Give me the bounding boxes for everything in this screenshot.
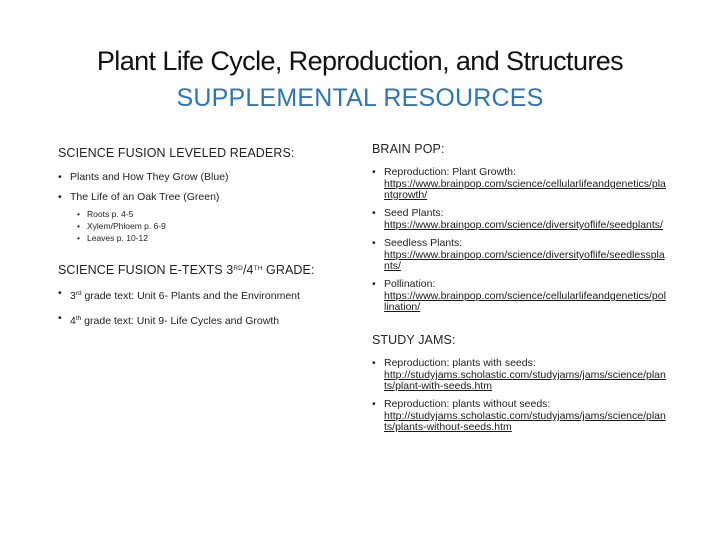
bullet-icon: • [77,209,80,219]
list-item [372,207,672,231]
list-item [58,191,348,244]
bullet-icon: • [58,312,62,324]
studyjams-heading: STUDY JAMS: [372,333,456,347]
list-item [372,237,672,272]
page-subtitle: SUPPLEMENTAL RESOURCES [176,84,544,112]
leveled-readers-section [58,146,348,244]
grade-number: 3 [70,290,76,302]
subitem-label: Leaves p. 10-12 [87,233,148,243]
reader-title: The Life of an Oak Tree (Green) [70,191,220,203]
list-item [58,287,348,303]
list-item [372,398,672,433]
etext-label: grade text: Unit 9- Life Cycles and Growth [81,315,280,327]
right-column [372,142,672,439]
subitem-label: Xylem/Phloem p. 6-9 [87,221,166,231]
etexts-section [58,263,348,328]
resource-label: Seedless Plants: [384,237,463,249]
resource-link[interactable]: https://www.brainpop.com/science/diversityoflife/seedplants/ [384,219,663,231]
grade-suffix: rd [75,290,82,297]
list-item [58,171,348,184]
bullet-icon: • [77,233,80,243]
resource-link[interactable]: https://www.brainpop.com/science/cellularlifeandgenetics/pollination/ [384,290,666,313]
leveled-readers-list [58,171,348,244]
list-item [77,220,348,232]
list-item [77,208,348,220]
resource-label: Seed Plants: [384,207,444,219]
etexts-heading [58,263,348,277]
leveled-readers-heading: SCIENCE FUSION LEVELED READERS: [58,146,295,160]
etexts-heading-text: SCIENCE FUSION E-TEXTS 3 [58,263,234,277]
page-title: Plant Life Cycle, Reproduction, and Structures [96,46,624,76]
resource-link[interactable]: http://studyjams.scholastic.com/studyjams/jams/science/plants/plants-without-seeds.htm [384,410,666,433]
bullet-icon: • [372,278,376,290]
brainpop-section [372,142,672,313]
etext-label: grade text: Unit 6- Plants and the Environment [81,290,300,302]
resource-label: Pollination: [384,278,436,290]
left-column [58,146,348,337]
resource-link[interactable]: https://www.brainpop.com/science/cellularlifeandgenetics/plantgrowth/ [384,178,666,201]
etexts-heading-sup: RD [233,265,243,272]
bullet-icon: • [77,221,80,231]
etexts-heading-text: /4 [242,263,254,277]
bullet-icon: • [372,357,376,369]
list-item [77,232,348,244]
etexts-heading-sup: TH [253,265,263,272]
list-item [372,166,672,201]
brainpop-heading: BRAIN POP: [372,142,445,156]
bullet-icon: • [58,287,62,299]
bullet-icon: • [372,207,376,219]
resource-label: Reproduction: Plant Growth: [384,166,516,178]
bullet-icon: • [372,237,376,249]
brainpop-list [372,166,672,313]
reader-title: Plants and How They Grow (Blue) [70,171,229,183]
bullet-icon: • [58,191,62,203]
bullet-icon: • [372,398,376,410]
list-item [58,312,348,328]
grade-number: 4 [70,315,76,327]
etexts-list [58,287,348,328]
resource-label: Reproduction: plants without seeds: [384,398,551,410]
studyjams-section [372,333,672,433]
resource-link[interactable]: https://www.brainpop.com/science/diversityoflife/seedlessplants/ [384,249,665,272]
etexts-heading-text: GRADE: [262,263,315,277]
subitem-label: Roots p. 4-5 [87,209,134,219]
list-item [372,357,672,392]
bullet-icon: • [372,166,376,178]
reader-subitems-list [77,208,348,244]
bullet-icon: • [58,171,62,183]
resource-label: Reproduction: plants with seeds: [384,357,536,369]
list-item [372,278,672,313]
studyjams-list [372,357,672,433]
grade-suffix: th [75,315,82,322]
resource-link[interactable]: http://studyjams.scholastic.com/studyjams/jams/science/plants/plant-with-seeds.htm [384,369,666,392]
